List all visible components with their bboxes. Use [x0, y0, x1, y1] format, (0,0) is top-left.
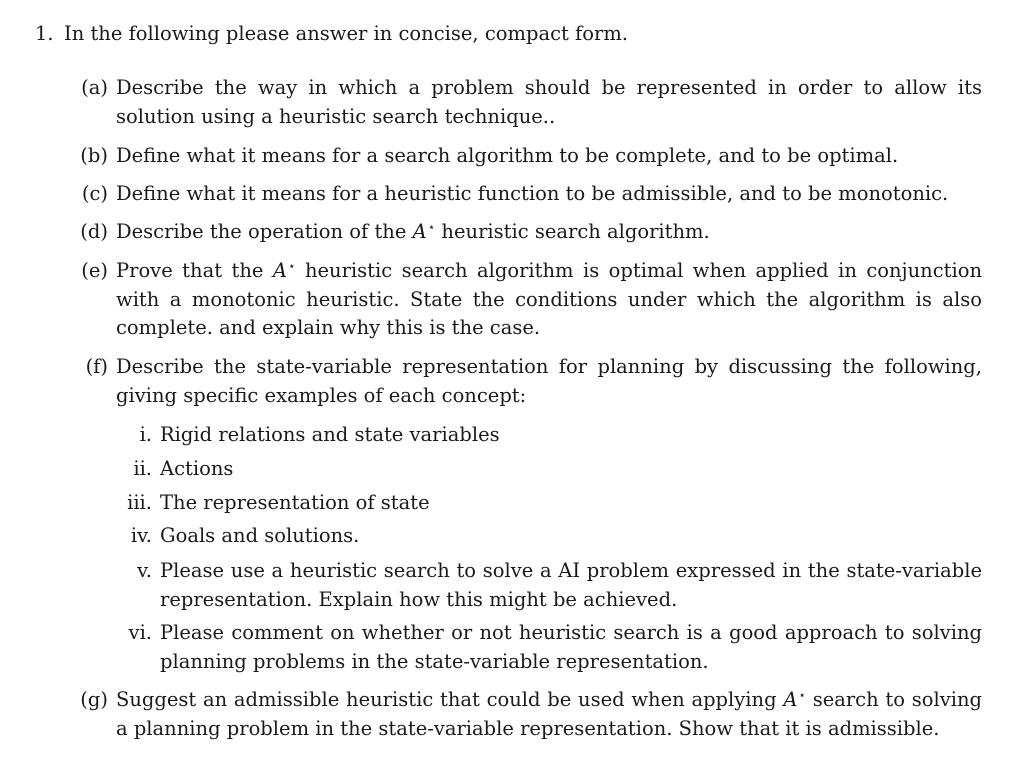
part-g — [80, 686, 982, 743]
question-heading — [35, 20, 628, 49]
subpart-ii — [133, 455, 982, 484]
part-d-text-after: heuristic search algorithm. — [441, 220, 710, 243]
part-a — [81, 74, 982, 131]
part-b — [80, 142, 982, 171]
part-d — [80, 218, 982, 247]
subpart-iv-label: iv. — [130, 524, 152, 547]
a-star-math: A⋆ — [412, 220, 436, 243]
part-f-label: (f) — [85, 355, 108, 378]
part-c-label: (c) — [81, 182, 108, 205]
part-g-text-after: search to solving a planning problem in the state-variable representation. Show that it is admissible. — [116, 688, 982, 740]
subpart-v-text: Please use a heuristic search to solve a AI problem expressed in the state-variable representation. Explain how this might be achieved. — [160, 559, 982, 611]
subpart-i-text: Rigid relations and state variables — [160, 423, 500, 446]
part-c-text: Define what it means for a heuristic function to be admissible, and to be monotonic. — [116, 182, 949, 205]
part-a-text: Describe the way in which a problem should be represented in order to allow its solution using a heuristic search technique.. — [116, 76, 982, 128]
subpart-iv — [130, 522, 982, 551]
subpart-iii — [127, 489, 982, 518]
part-e-text-after: heuristic search algorithm is optimal when applied in conjunction with a monotonic heuristic. State the conditions under which the algorithm is also complete. and explain why this is the case. — [116, 259, 983, 339]
part-b-label: (b) — [80, 144, 108, 167]
question-number: 1. — [35, 22, 54, 45]
a-star-math: A⋆ — [272, 259, 296, 282]
part-e-label: (e) — [81, 259, 108, 282]
subpart-iii-label: iii. — [127, 491, 152, 514]
subpart-v — [137, 557, 982, 614]
part-f-text: Describe the state-variable representation for planning by discussing the following, giving specific examples of each concept: — [116, 355, 982, 407]
subpart-vi-text: Please comment on whether or not heuristic search is a good approach to solving planning problems in the state-variable representation. — [160, 621, 982, 673]
a-star-math: A⋆ — [783, 688, 806, 711]
subpart-vi-label: vi. — [128, 621, 152, 644]
subpart-i — [139, 421, 982, 450]
part-g-label: (g) — [80, 688, 108, 711]
subpart-ii-label: ii. — [133, 457, 152, 480]
part-d-text-before: Describe the operation of the — [116, 220, 407, 243]
part-f — [85, 353, 982, 410]
subpart-iii-text: The representation of state — [160, 491, 430, 514]
part-e-text-before: Prove that the — [116, 259, 264, 282]
part-b-text: Define what it means for a search algorithm to be complete, and to be optimal. — [116, 144, 899, 167]
part-e — [81, 257, 983, 343]
part-c — [81, 180, 982, 209]
subpart-ii-text: Actions — [160, 457, 234, 480]
subpart-i-label: i. — [139, 423, 152, 446]
subpart-vi — [128, 619, 982, 676]
part-a-label: (a) — [81, 76, 108, 99]
part-g-text-before: Suggest an admissible heuristic that could be used when applying — [116, 688, 777, 711]
subpart-v-label: v. — [137, 559, 152, 582]
question-intro: In the following please answer in concise, compact form. — [64, 22, 629, 45]
part-d-label: (d) — [80, 220, 108, 243]
subpart-iv-text: Goals and solutions. — [160, 524, 360, 547]
